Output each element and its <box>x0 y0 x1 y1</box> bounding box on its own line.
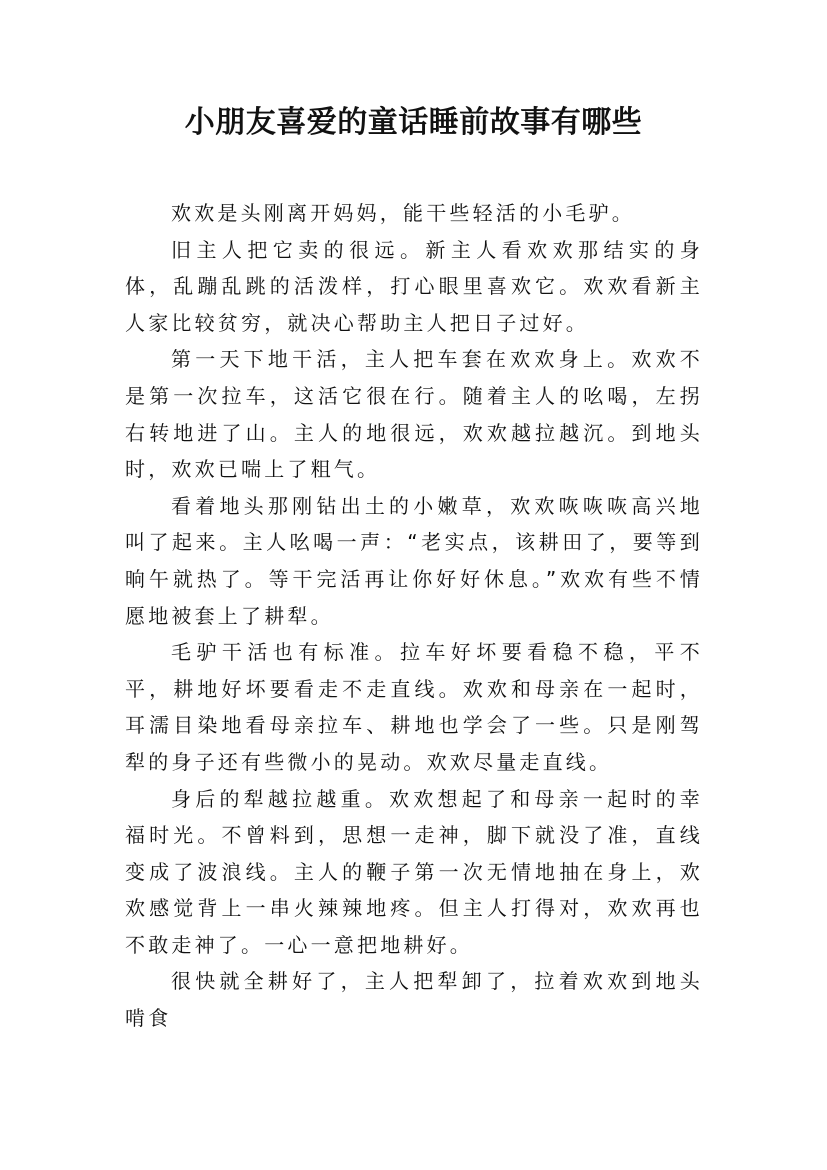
paragraph: 很快就全耕好了，主人把犁卸了，拉着欢欢到地头啃食 <box>125 969 703 1031</box>
paragraph: 第一天下地干活，主人把车套在欢欢身上。欢欢不是第一次拉车，这活它很在行。随着主人的吆喝，左拐右转地进了山。主人的地很远，欢欢越拉越沉。到地头时，欢欢已喘上了粗气。 <box>125 347 703 482</box>
paragraph: 旧主人把它卖的很远。新主人看欢欢那结实的身体，乱蹦乱跳的活泼样，打心眼里喜欢它。欢欢看新主人家比较贫穷，就决心帮助主人把日子过好。 <box>125 237 703 335</box>
document-title: 小朋友喜爱的童话睡前故事有哪些 <box>184 105 643 140</box>
paragraph: 毛驴干活也有标准。拉车好坏要看稳不稳，平不平，耕地好坏要看走不走直线。欢欢和母亲在一起时，耳濡目染地看母亲拉车、耕地也学会了一些。只是刚驾犁的身子还有些微小的晃动。欢欢尽量走直线。 <box>125 640 703 774</box>
paragraph: 看着地头那刚钻出土的小嫩草，欢欢咴咴咴高兴地叫了起来。主人吆喝一声：“老实点，该耕田了，要等到晌午就热了。等干完活再让你好好休息。”欢欢有些不情愿地被套上了耕犁。 <box>125 493 703 628</box>
document-body <box>125 195 703 1037</box>
paragraph: 身后的犁越拉越重。欢欢想起了和母亲一起时的幸福时光。不曾料到，思想一走神，脚下就没了准，直线变成了波浪线。主人的鞭子第一次无情地抽在身上，欢欢感觉背上一串火辣辣地疼。但主人打得对，欢欢再也不敢走神了。一心一意把地耕好。 <box>125 786 703 957</box>
paragraph: 欢欢是头刚离开妈妈，能干些轻活的小毛驴。 <box>171 201 635 225</box>
